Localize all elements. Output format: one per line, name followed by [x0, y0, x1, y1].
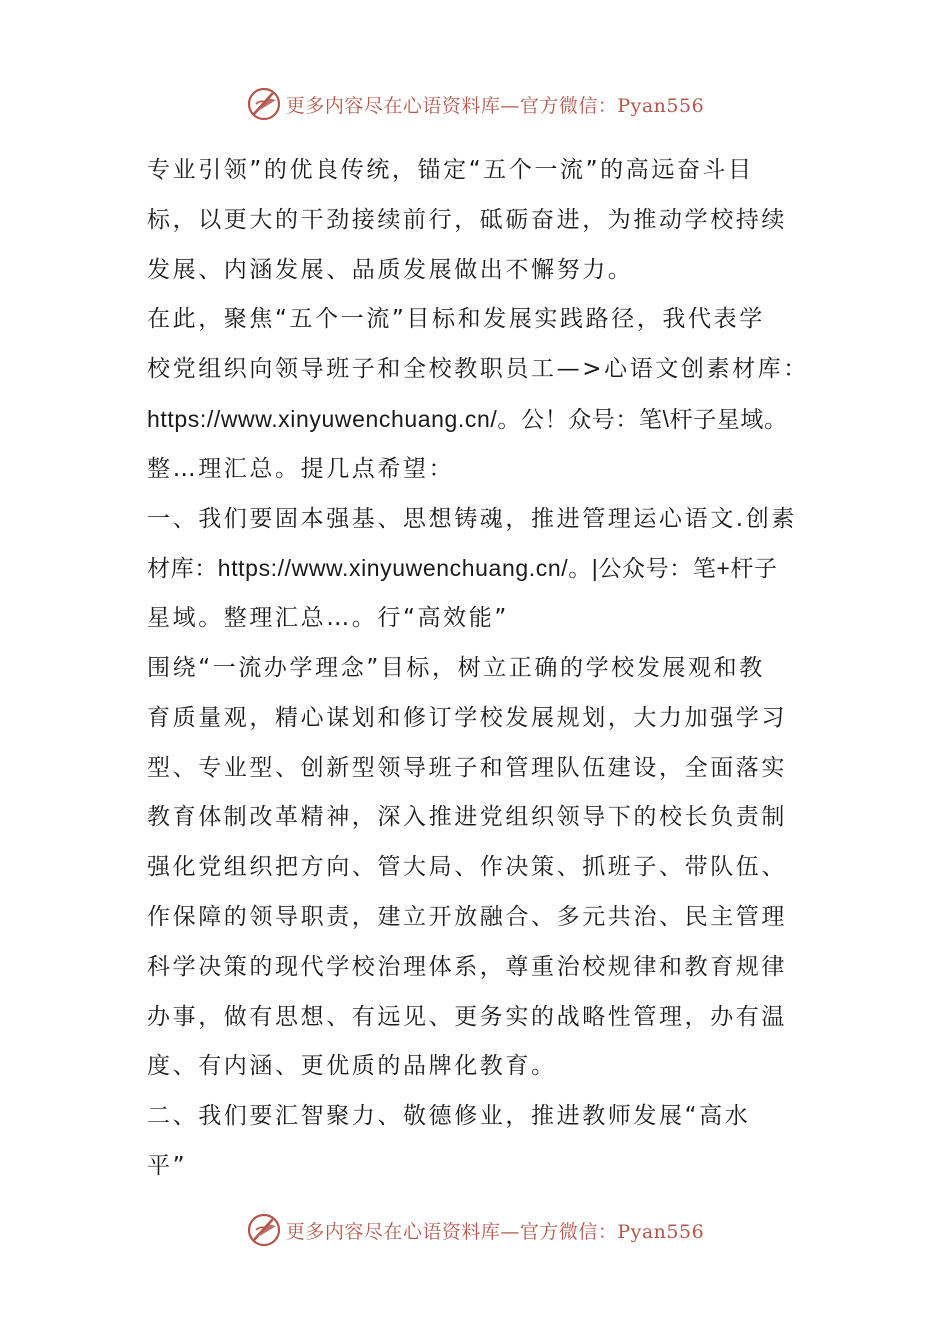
quill-logo-icon	[246, 1212, 282, 1248]
text-line-url: 材库：https://www.xinyuwenchuang.cn/。|公众号：笔+杆子	[147, 555, 778, 582]
text-line: 型、专业型、创新型领导班子和管理队伍建设，全面落实	[147, 754, 787, 781]
text-line: 作保障的领导职责，建立开放融合、多元共治、民主管理	[147, 903, 787, 930]
text-line: 二、我们要汇智聚力、敬德修业，推进教师发展“高水	[147, 1103, 751, 1130]
text-line: 标，以更大的干劲接续前行，砥砺奋进，为推动学校持续	[147, 206, 787, 233]
text-line: 围绕“一流办学理念”目标，树立正确的学校发展观和教	[147, 654, 765, 681]
banner-text: 更多内容尽在心语资料库—官方微信：Pyan556	[285, 1220, 705, 1243]
header-banner	[0, 84, 950, 124]
text-line: 强化党组织把方向、管大局、作决策、抓班子、带队伍、	[147, 854, 787, 881]
text-line: 星域。整理汇总…。行“高效能”	[147, 605, 509, 632]
text-line: 校党组织向领导班子和全校教职员工—>心语文创素材库：	[147, 356, 809, 383]
text-line: 在此，聚焦“五个一流”目标和发展实践路径，我代表学	[147, 306, 765, 333]
text-line: 育质量观，精心谋划和修订学校发展规划，大力加强学习	[147, 704, 787, 731]
text-line: 整…理汇总。提几点希望：	[147, 455, 455, 482]
text-line: 发展、内涵发展、品质发展做出不懈努力。	[147, 256, 634, 283]
text-line: 科学决策的现代学校治理体系，尊重治校规律和教育规律	[147, 953, 787, 980]
document-body	[147, 146, 817, 1192]
footer-banner	[0, 1210, 950, 1250]
text-line: 专业引领”的优良传统，锚定“五个一流”的高远奋斗目	[147, 157, 754, 183]
banner-text: 更多内容尽在心语资料库—官方微信：Pyan556	[285, 94, 705, 117]
text-line: 办事，做有思想、有远见、更务实的战略性管理，办有温	[147, 1003, 787, 1030]
quill-logo-icon	[246, 86, 282, 122]
text-line: 平”	[147, 1152, 188, 1179]
text-line: 一、我们要固本强基、思想铸魂，推进管理运心语文.创素	[147, 505, 797, 532]
text-line: 度、有内涵、更优质的品牌化教育。	[147, 1053, 557, 1080]
text-line: 教育体制改革精神，深入推进党组织领导下的校长负责制	[147, 804, 787, 831]
text-line-url: https://www.xinyuwenchuang.cn/。公！众号：笔\杆子星域。	[147, 405, 788, 432]
